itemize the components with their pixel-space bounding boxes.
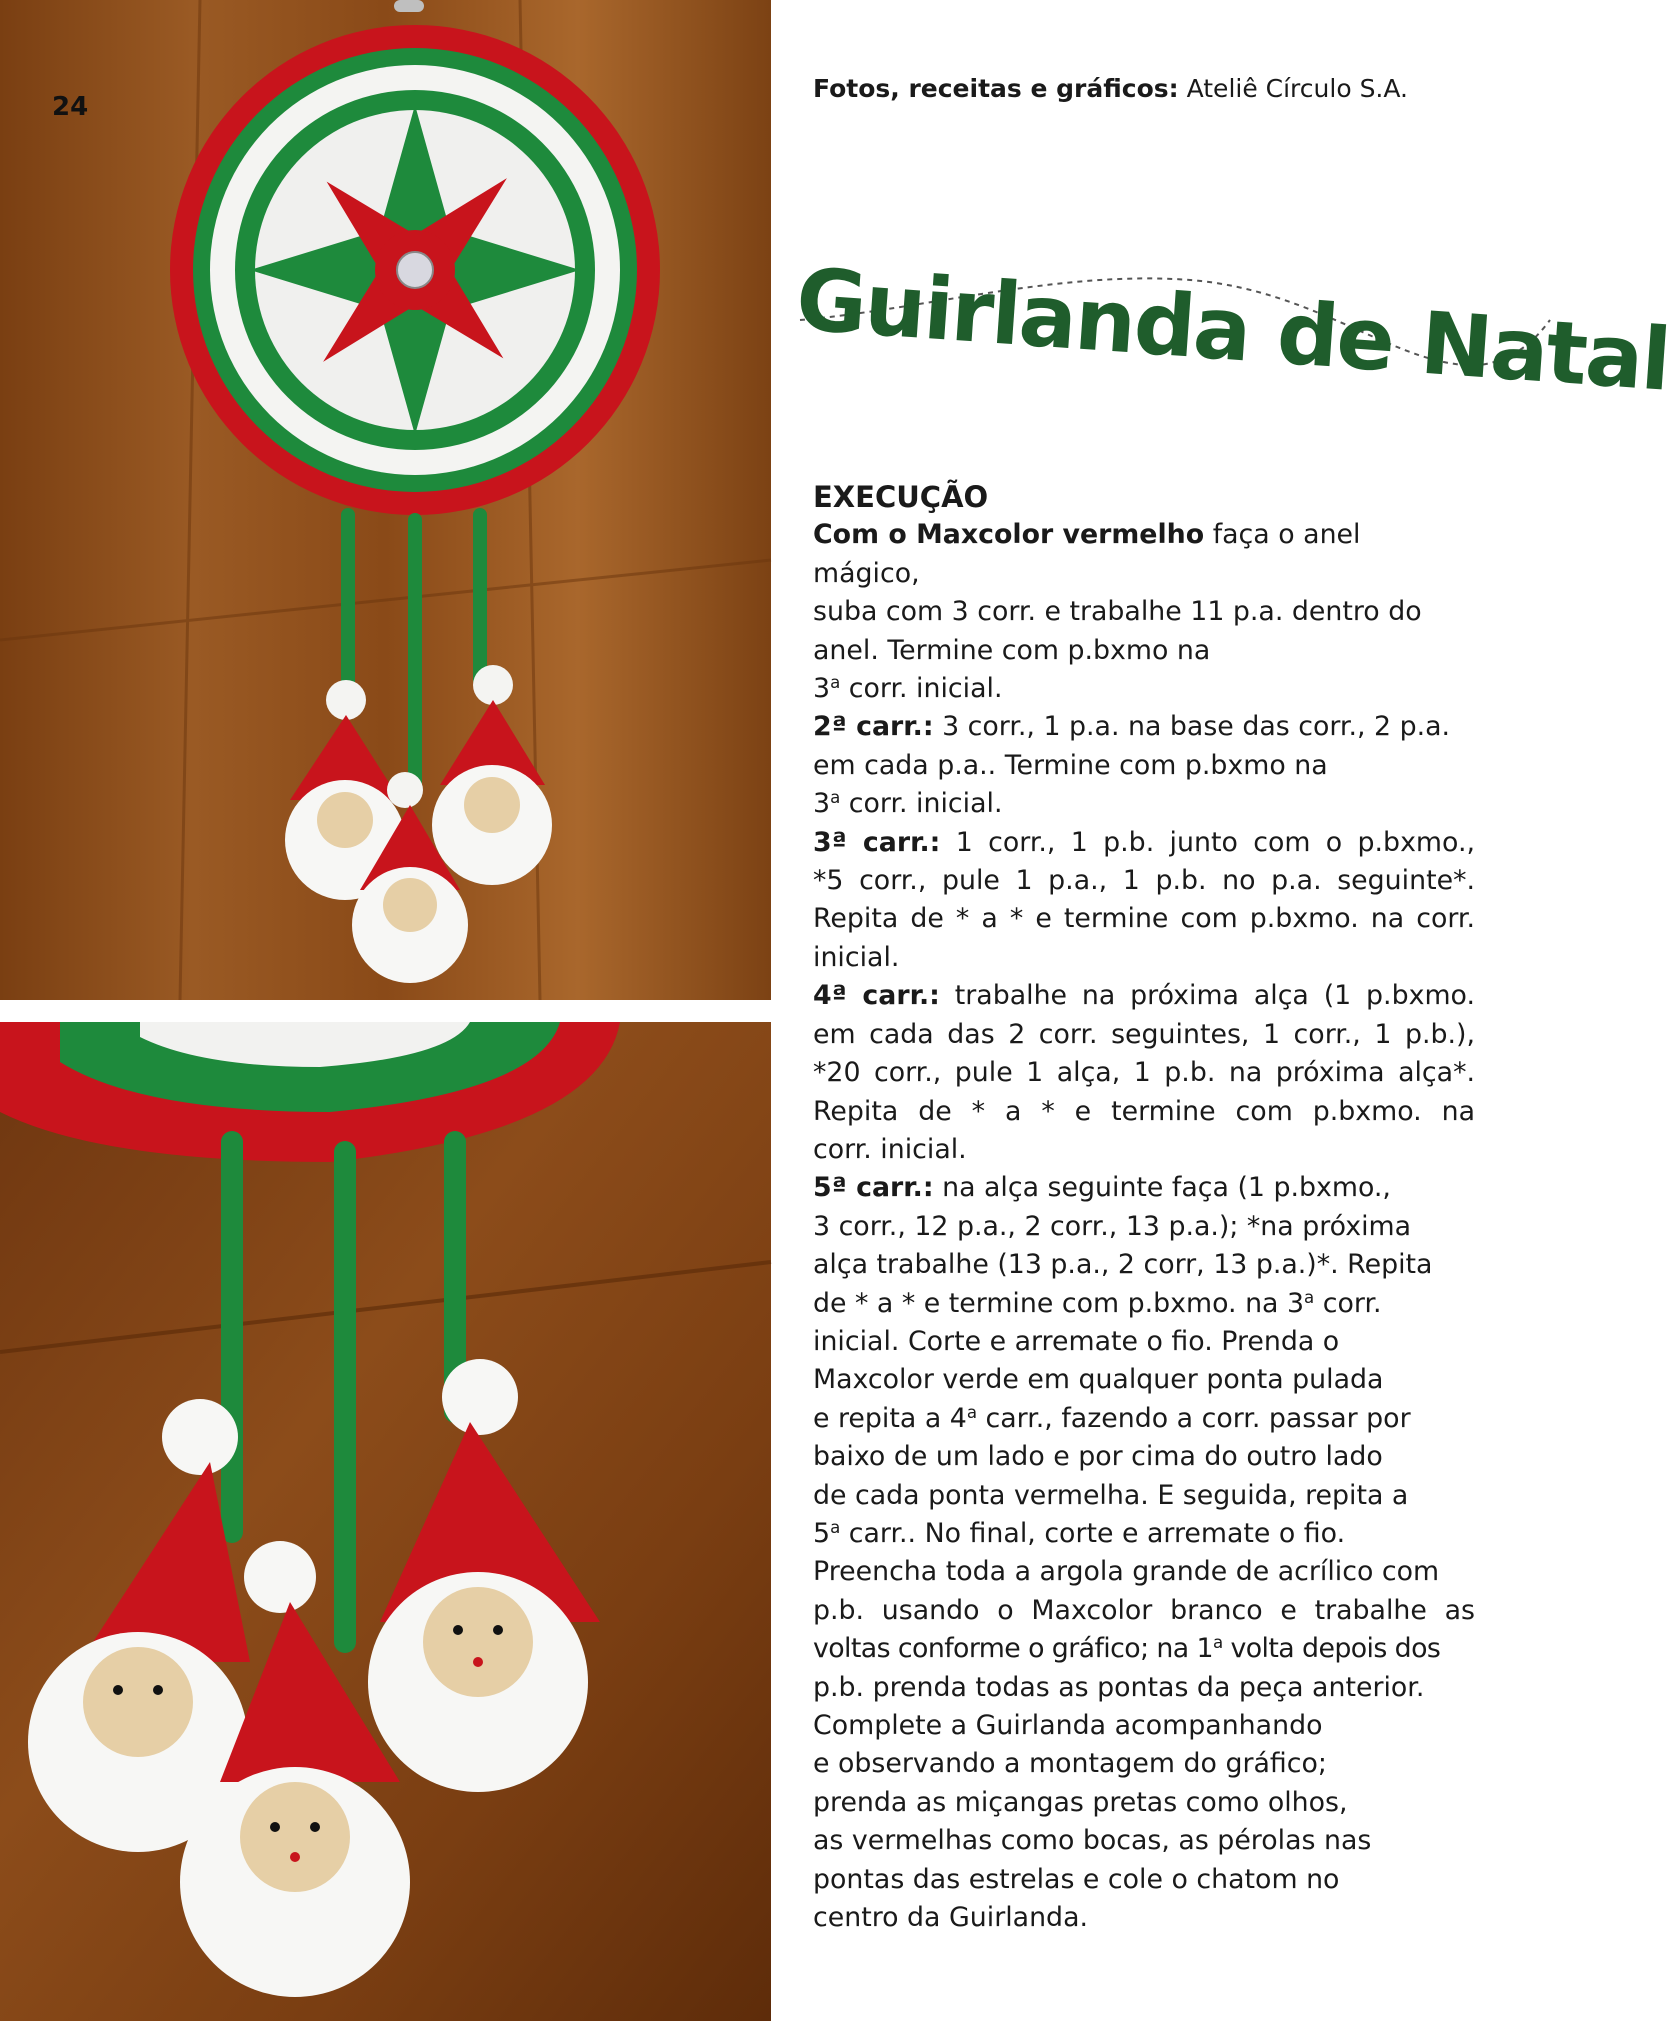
instruction-line: em cada das 2 corr. seguintes, 1 corr., 1 p.b.),	[813, 1018, 1475, 1050]
instruction-line: Complete a Guirlanda acompanhando	[813, 1710, 1323, 1741]
instruction-line: 3ª carr.: 1 corr., 1 p.b. junto com o p.bxmo.,	[813, 826, 1475, 858]
instruction-line: 2ª carr.: 3 corr., 1 p.a. na base das corr., 2 p.a.	[813, 711, 1451, 743]
instruction-line: inicial.	[813, 941, 900, 973]
closeup-illustration	[0, 1022, 771, 2021]
wreath	[170, 25, 660, 515]
instruction-line: 3$^a$ corr. inicial.	[813, 672, 1003, 705]
photo-credits	[813, 74, 1408, 103]
photo-garland-closeup	[0, 1022, 771, 2021]
instruction-line: baixo de um lado e por cima do outro lado	[813, 1441, 1383, 1473]
intro-bold: Com o Maxcolor vermelho	[813, 519, 1205, 551]
instruction-line: e observando a montagem do gráfico;	[813, 1748, 1327, 1780]
round-2-label: 2ª carr.:	[813, 711, 934, 743]
instruction-line: anel. Termine com p.bxmo na	[813, 634, 1211, 666]
page-title: Guirlanda de Natal	[793, 250, 1672, 411]
instruction-line: de cada ponta vermelha. E seguida, repita a	[813, 1479, 1409, 1511]
instruction-line: *5 corr., pule 1 p.a., 1 p.b. no p.a. seguinte*.	[813, 865, 1475, 897]
photo-garland-full	[0, 0, 771, 1000]
instruction-line: as vermelhas como bocas, as pérolas nas	[813, 1825, 1372, 1857]
instruction-line: inicial. Corte e arremate o fio. Prenda o	[813, 1325, 1340, 1357]
page-number: 24	[52, 92, 89, 122]
instruction-line: p.b. prenda todas as pontas da peça anterior.	[813, 1671, 1425, 1703]
instruction-line: alça trabalhe (13 p.a., 2 corr, 13 p.a.)*. Repita	[813, 1249, 1433, 1281]
center-gem	[397, 252, 433, 288]
round-4-label: 4ª carr.:	[813, 980, 940, 1012]
title-block	[793, 250, 1672, 411]
instruction-line: Repita de * a * e termine com p.bxmo. na	[813, 1095, 1475, 1127]
instruction-line: 3 corr., 12 p.a., 2 corr., 13 p.a.); *na próxima	[813, 1210, 1412, 1242]
instruction-line: em cada p.a.. Termine com p.bxmo na	[813, 749, 1328, 781]
instruction-line: *20 corr., pule 1 alça, 1 p.b. na próxima alça*.	[813, 1057, 1475, 1089]
instruction-line: centro da Guirlanda.	[813, 1902, 1089, 1934]
instruction-line: Com o Maxcolor vermelho faça o anel mágico,	[813, 519, 1361, 589]
instruction-line: voltas conforme o gráfico; na 1$^a$ volta depois dos	[813, 1633, 1441, 1665]
instruction-line: e repita a 4$^a$ carr., fazendo a corr. passar por	[813, 1402, 1411, 1434]
instruction-line: pontas das estrelas e cole o chatom no	[813, 1863, 1340, 1895]
instruction-line: corr. inicial.	[813, 1133, 967, 1165]
instruction-line: suba com 3 corr. e trabalhe 11 p.a. dentro do	[813, 596, 1422, 628]
credits-label: Fotos, receitas e gráficos:	[813, 74, 1179, 103]
round-5-label: 5ª carr.:	[813, 1172, 934, 1204]
instruction-line: p.b. usando o Maxcolor branco e trabalhe as	[813, 1594, 1475, 1626]
instruction-line: prenda as miçangas pretas como olhos,	[813, 1786, 1348, 1818]
section-heading: EXECUÇÃO	[813, 480, 989, 514]
instruction-line: Repita de * a * e termine com p.bxmo. na corr.	[813, 903, 1475, 935]
instruction-line: Preencha toda a argola grande de acrílico com	[813, 1556, 1440, 1588]
credits-value: Ateliê Círculo S.A.	[1186, 74, 1408, 103]
garland-illustration	[0, 0, 771, 1000]
round-3-label: 3ª carr.:	[813, 826, 941, 858]
instructions-text	[813, 478, 1475, 1937]
instruction-line: 3$^a$ corr. inicial.	[813, 788, 1003, 820]
instruction-line: 5$^a$ carr.. No final, corte e arremate o fio.	[813, 1517, 1346, 1549]
instruction-line: de * a * e termine com p.bxmo. na 3$^a$ corr.	[813, 1287, 1382, 1319]
instruction-line: 4ª carr.: trabalhe na próxima alça (1 p.bxmo.	[813, 980, 1475, 1012]
instruction-line: Maxcolor verde em qualquer ponta pulada	[813, 1364, 1384, 1396]
instruction-line: 5ª carr.: na alça seguinte faça (1 p.bxmo.,	[813, 1172, 1391, 1204]
